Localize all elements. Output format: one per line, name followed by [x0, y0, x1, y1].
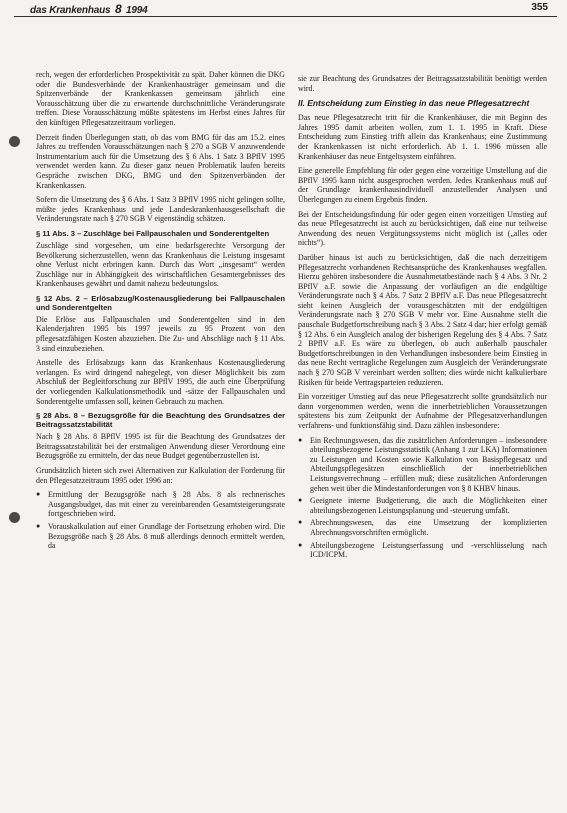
list-item: ● Vorauskalkulation auf einer Grundlage der Fortsetzung erhoben wird. Die Bezugsgröße nach § 28 Abs. 8 muß allerdings dennoch ermittelt werden, da	[36, 522, 285, 551]
right-column	[298, 74, 547, 565]
punch-hole	[9, 512, 20, 523]
paragraph: Die Erlöse aus Fallpauschalen und Sonderentgelten sind in den Kalenderjahren 1995 bis 1997 jeweils zu 95 Prozent von den pflegesatzfähigen Kosten abzuziehen. Die Zu- und Abschläge nach § 11 Abs. 3 sind einzubeziehen.	[36, 314, 285, 353]
bullet-list	[298, 436, 547, 560]
journal-title: das Krankenhaus	[30, 5, 111, 16]
header-rule	[14, 16, 557, 17]
punch-hole	[9, 136, 20, 147]
paragraph: Anstelle des Erlösabzugs kann das Krankenhaus Kostenausgliederung verlangen. Es wird dringend nahegelegt, von dieser Möglichkeit bis zum Abschluß der Begleitforschung zur BPflV 1995, die auch eine Überprüfung der vorliegenden Kalkulationsmethodik und -sätze der Fallpauschalen und Sonderentgelte umfassen soll, keinen Gebrauch zu machen.	[36, 358, 285, 406]
paragraph: Bei der Entscheidungsfindung für oder gegen einen vorzeitigen Umstieg auf das neue Pflegesatzrecht ist auch zu berücksichtigen, daß eine nur teilweise Anwendung des neuen Vergütungssystems nicht möglich ist („alles oder nichts“).	[298, 209, 547, 248]
list-item: ● Geeignete interne Budgetierung, die auch die Möglichkeiten einer abteilungsbezogenen Leistungsplanung und -steuerung umfaßt.	[298, 496, 547, 515]
paragraph: Eine generelle Empfehlung für oder gegen eine vorzeitige Umstellung auf die BPflV 1995 kann nicht ausgesprochen werden. Jedes Krankenhaus muß auf der Grundlage krankenhausindividuell anzustellender Analysen und Überlegungen zu einem Ergebnis finden.	[298, 166, 547, 204]
paragraph: Das neue Pflegesatzrecht tritt für die Krankenhäuser, die mit Beginn des Jahres 1995 damit arbeiten wollen, zum 1. 1. 1995 in Kraft. Diese Entscheidung zum Einstieg trifft allein das Krankenhaus; eine Zustimmung der Krankenkassen ist nicht erforderlich. Ab 1. 1. 1996 müssen alle Krankenhäuser das neue Entgeltsystem einführen.	[298, 113, 547, 161]
paragraph: Grundsätzlich bieten sich zwei Alternativen zur Kalkulation der Forderung für den Pflegesatzzeitraum 1995 oder 1996 an:	[36, 466, 285, 485]
paragraph: Sofern die Umsetzung des § 6 Abs. 1 Satz 3 BPflV 1995 nicht gelingen sollte, müßte jedes Krankenhaus und jede Landeskrankenhausgesellschaft die Veränderungsrate nach § 270 SGB V eigenständig schätzen.	[36, 195, 285, 224]
section-heading: § 11 Abs. 3 – Zuschläge bei Fallpauschalen und Sonderentgelten	[36, 228, 270, 238]
list-item: ● Abrechnungswesen, das eine Umsetzung der komplizierten Abrechnungsvorschriften ermöglicht.	[298, 518, 547, 537]
section-heading: § 28 Abs. 8 – Bezugsgröße für die Beachtung des Grundsatzes der Beitragssatzstabilität	[36, 411, 285, 430]
list-item: ● Abteilungsbezogene Leistungserfassung und -verschlüsselung nach ICD/ICPM.	[298, 541, 547, 560]
paragraph: Nach § 28 Abs. 8 BPflV 1995 ist für die Beachtung des Grundsatzes der Beitragssatzstabilität bei der erstmaligen Anwendung dieser Verordnung eine Bezugsgröße zu ermitteln, der das neue Budget gegenüberzustellen ist.	[36, 432, 285, 461]
running-header	[14, 2, 554, 16]
paragraph: Ein vorzeitiger Umstieg auf das neue Pflegesatzrecht sollte grundsätzlich nur dann vorgenommen werden, wenn die innerbetrieblichen Voraussetzungen spätestens bis zum Zeitpunkt der Aufnahme der Pflegesatzverhandlungen verfahrens- und funktionsfähig sind. Dazu zählen insbesondere:	[298, 392, 547, 430]
issue-number: 8	[114, 2, 122, 16]
section-heading: § 12 Abs. 2 – Erlösabzug/Kostenausgliederung bei Fallpauschalen und Sonderentgelten	[36, 293, 285, 312]
paragraph: sie zur Beachtung des Grundsatzes der Beitragssatzstabilität benötigt werden wird.	[298, 74, 547, 93]
paragraph: rech, wegen der erforderlichen Prospektivität zu spät. Daher können die DKG oder die Bundesverbände der Krankenhausträger gemeinsam und die Spitzenverbände der Krankenkassen gemeinsam jährlich eine Vorausschätzung über die zu erwartende durchschnittliche Veränderungsrate treffen. Diese Vorausschätzung müßte spätestens im Herbst eines Jahres für den künftigen Pflegesatzzeitraum vorliegen.	[36, 70, 285, 127]
paragraph: Darüber hinaus ist auch zu berücksichtigen, daß die nach derzeitigem Pflegesatzrecht vorhandenen Rechtsansprüche des Krankenhauses wegfallen. Hierzu gehören insbesondere die Ausnahmetatbestände nach § 4 Abs. 3 Nr. 2 BPflV a.F. sowie die Anpassung der vorläufigen an die endgültige Veränderungsrate nach § 4 Abs. 7 Satz 2 BPflV a.F. Das neue Pflegesatzrecht sieht keinen Ausgleich der vorausgeschätzten mit der endgültigen Veränderungsrate nach § 270 SGB V mehr vor. Eine Ausnahme stellt die pauschale Budgetfortschreibung nach § 3 Abs. 2 Satz 4 dar; hier erfolgt gemäß § 12 Abs. 6 ein Ausgleich analog der bisherigen Regelung des § 4 Abs. 7 Satz 2 BPflV a.F. Es wäre zu überlegen, ob auch außerhalb pauschaler Budgetfortschreibungen in den Verhandlungen insbesondere beim Einstieg in das neue Recht vertragliche Regelungen zum Ausgleich der Veränderungsrate nach § 270 SGB V vereinbart werden sollten; dies würde nicht kalkulierbare Risiken für beide Vertragsparteien reduzieren.	[298, 252, 547, 387]
journal-header	[30, 2, 148, 16]
paragraph: Zuschläge sind vorgesehen, um eine bedarfsgerechte Versorgung der Bevölkerung sicherzustellen, wenn das Krankenhaus die Leistung insgesamt ohne Verlust nicht erbringen kann. Durch das Wort „insgesamt“ werden Zuschläge nur in Abhängigkeit des wirtschaftlichen Gesamtergebnisses des Krankenhauses gewährt und damit nahezu bedeutungslos.	[36, 240, 285, 289]
chapter-title: II. Entscheidung zum Einstieg in das neue Pflegesatzrecht	[298, 98, 530, 109]
list-item: ● Ermittlung der Bezugsgröße nach § 28 Abs. 8 als rechnerisches Ausgangsbudget, das mit einer zu vereinbarenden Gesamtsteigerungsrate fortgeschrieben wird.	[36, 490, 285, 519]
left-column	[36, 70, 285, 556]
list-item: ● Ein Rechnungswesen, das die zusätzlichen Anforderungen – insbesondere abteilungsbezogene Leistungsstatistik (Anhang 1 zur LKA) Informationen zu Leistungen und Kosten sowie Kalkulation von Basispflegesatz und Abteilungspflegesätzen einschließlich der innerbetrieblichen Leistungsverrechnung – erfüllen muß; diese zusätzlichen Anforderungen gehen weit über die Mindestanforderungen von § 8 KHBV hinaus.	[298, 436, 547, 494]
page-number: 355	[531, 2, 548, 13]
paragraph: Derzeit finden Überlegungen statt, ob das vom BMG für das am 15.2. eines Jahres zu treffenden Vorausschätzungen nach § 270 a SGB V anzuwendende Instrumentarium auch für die Umsetzung des § 6 Abs. 1 Satz 3 BPflV 1995 verwendet werden kann. Zu dieser ganz neuen Problematik laufen bereits Gespräche zwischen DKG, BMG und den Spitzenverbänden der Krankenkassen.	[36, 132, 285, 190]
bullet-list	[36, 490, 285, 551]
issue-year: 1994	[126, 5, 148, 16]
